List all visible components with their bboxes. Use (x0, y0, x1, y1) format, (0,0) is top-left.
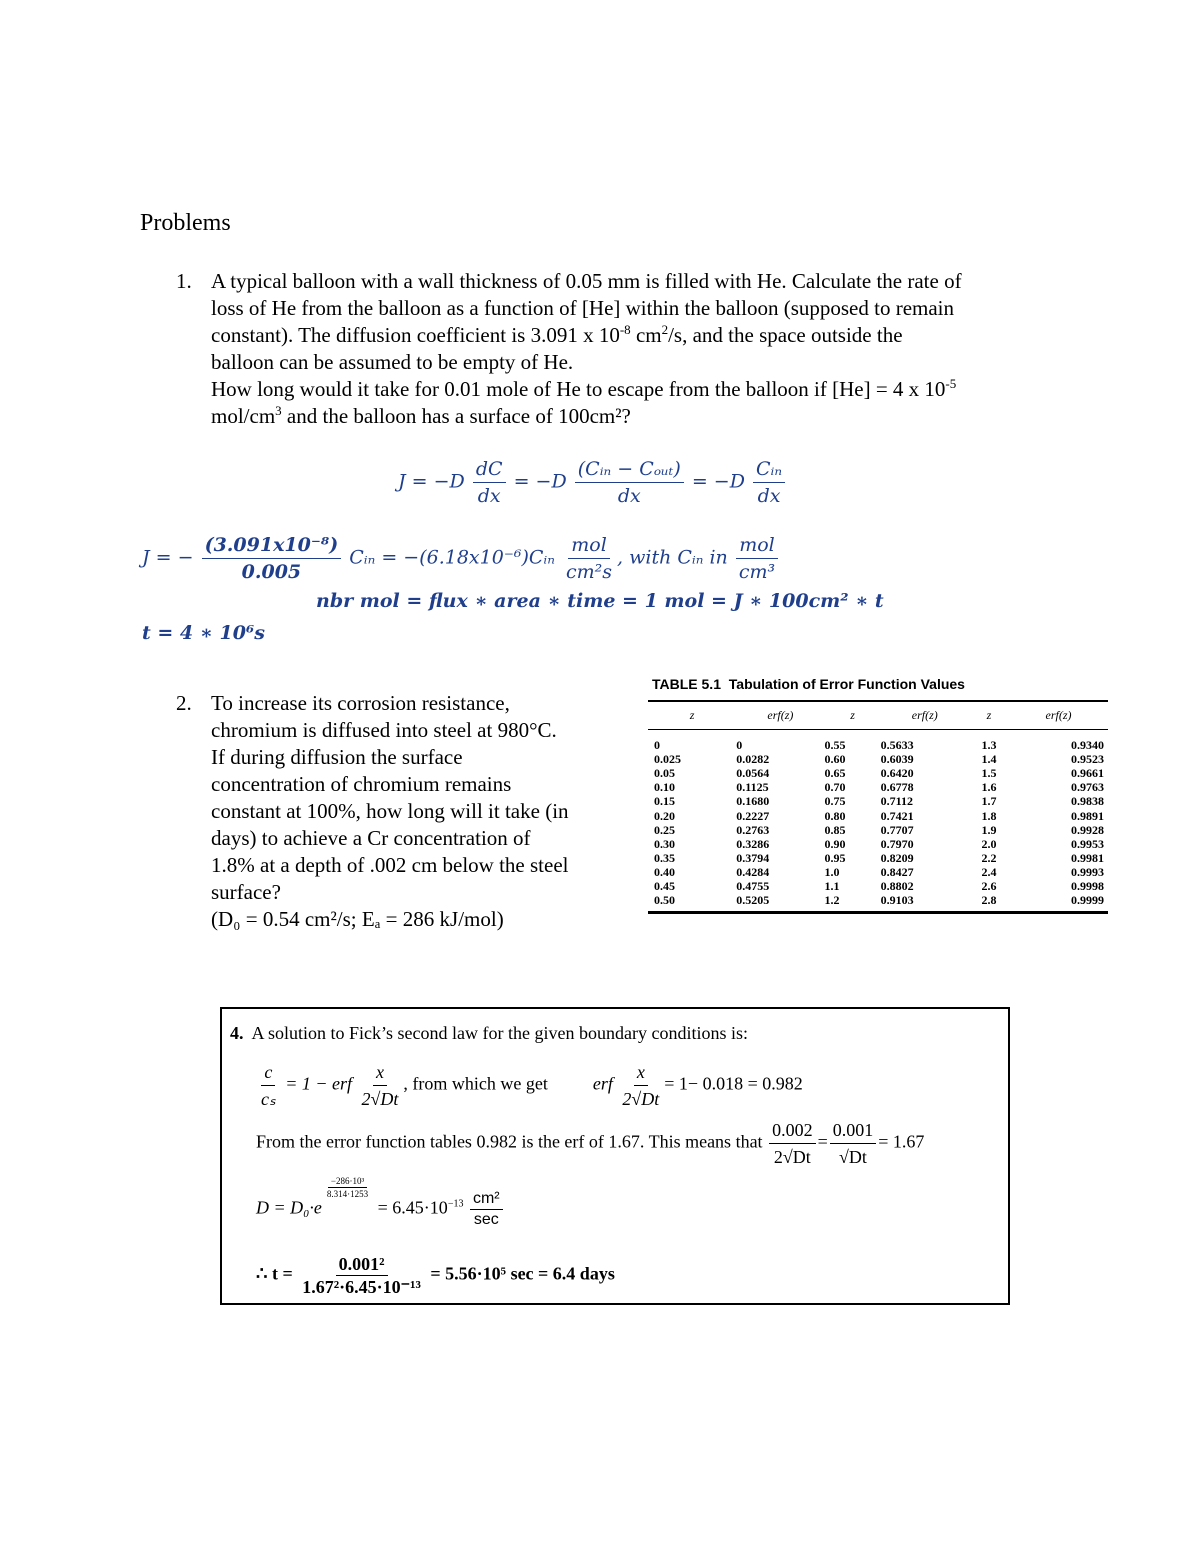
table-cell: 1.9 (981, 822, 997, 837)
problem-number: 1. (176, 269, 192, 293)
table-header: z (825, 701, 881, 730)
table-cell: 0.55 (824, 738, 846, 753)
table-cell: 1.0 (824, 864, 840, 879)
problem-2-line: surface? (211, 880, 281, 904)
table-row (648, 752, 1108, 766)
table-cell: 0.1125 (736, 780, 769, 795)
table-header: erf(z) (1009, 701, 1108, 730)
table-cell: 0.6420 (880, 766, 914, 781)
table-cell: 0.9763 (1071, 780, 1104, 795)
table-cell: 0.9993 (1071, 864, 1104, 879)
table-cell: 0.65 (824, 766, 846, 781)
table-cell: 0.9981 (1071, 850, 1104, 865)
problem-2-line: If during diffusion the surface (211, 745, 463, 769)
problem-2-line: days) to achieve a Cr concentration of (211, 826, 531, 850)
table-cell: 2.0 (981, 836, 997, 851)
solution-box (220, 1007, 1010, 1305)
table-header: z (969, 701, 1009, 730)
problem-1-line: How long would it take for 0.01 mole of He to escape from the balloon if [He] = 4 x $10^{-5}$ (211, 376, 957, 401)
table-cell: 0.6778 (880, 780, 914, 795)
table-cell: 0.3286 (736, 836, 770, 851)
problem-2-line: concentration of chromium remains (211, 772, 512, 796)
table-cell: 0.8427 (880, 864, 914, 879)
table-row (648, 865, 1108, 879)
solution-intro: 4. A solution to Fick’s second law for the given boundary conditions is: (230, 1023, 748, 1043)
table-cell: 1.2 (825, 893, 881, 913)
problem-2-line: To increase its corrosion resistance, (211, 691, 510, 715)
problem-1-text (211, 268, 1111, 430)
table-cell: 0.025 (654, 752, 681, 767)
problem-2-line: 1.8% at a depth of .002 cm below the steel (211, 853, 569, 877)
table-cell: 0.9523 (1071, 752, 1104, 767)
table-row (648, 780, 1108, 794)
problem-2-line: constant at 100%, how long will it take (in (211, 799, 569, 823)
table-row (648, 823, 1108, 837)
table-cell: 0.9953 (1071, 836, 1104, 851)
table-header: erf(z) (736, 701, 824, 730)
table-cell: 0.9838 (1071, 794, 1104, 809)
equation-time: t = 4 ∗ 10⁶s (142, 622, 265, 644)
table-cell: 0.8802 (880, 878, 914, 893)
table-cell: 0.7707 (880, 822, 914, 837)
table-cell: 0.70 (824, 780, 846, 795)
table-header: z (648, 701, 736, 730)
problem-2-line: chromium is diffused into steel at 980°C. (211, 718, 557, 742)
equation-diffusivity: D = D₀·e $\frac{\text{−286·10³}}{8.314\cdot 1253}$ = $6.45\cdot 10^{-13}$ $\frac{\text{cm²}}{\sec}$ (256, 1189, 505, 1230)
table-cell: 0.7970 (880, 836, 914, 851)
equation-fick-first-law: J = −D $\frac{dC}{dx}$ = −D $\frac{\text{(Cᵢₙ − Cₒᵤₜ)}}{dx}$ = −D $\frac{\text{Cᵢₙ}}{dx}$ (398, 456, 787, 509)
problem-number: 2. (176, 691, 192, 715)
table-row (648, 766, 1108, 780)
table-cell: 0.6039 (880, 752, 914, 767)
table-cell: 0.3794 (736, 850, 770, 865)
table-cell: 0.0564 (736, 766, 770, 781)
table-cell: 0.9661 (1071, 766, 1104, 781)
table-cell: 2.6 (981, 878, 997, 893)
table-cell: 0.45 (654, 878, 675, 893)
table-cell: 0.30 (654, 836, 675, 851)
page-title: Problems (140, 210, 231, 236)
table-cell: 1.1 (824, 878, 840, 893)
table-cell: 0.9340 (1071, 738, 1104, 753)
table-cell: 0.10 (654, 780, 675, 795)
table-cell: 1.3 (981, 738, 997, 753)
table-cell: 0.25 (654, 822, 675, 837)
table-cell: 0.15 (654, 794, 675, 809)
problem-1-line: mol/$cm^3$ and the balloon has a surface of 100cm²? (211, 403, 631, 428)
table-cell: 0.60 (824, 752, 846, 767)
table-header: erf(z) (881, 701, 969, 730)
table-cell: 1.6 (981, 780, 997, 795)
table-row (648, 879, 1108, 893)
table-cell: 2.8 (969, 893, 1009, 913)
table-cell: 2.2 (981, 850, 997, 865)
equation-erf-solution: $\frac{c}{\text{cₛ}}$ = 1 − erf $\frac{x}{2√Dt}$ , from which we get erf $\frac{x}{2√Dt}$ = 1− 0.018 = 0.982 (256, 1059, 803, 1112)
table-cell: 0.5633 (880, 738, 914, 753)
table-cell: 0.9999 (1009, 893, 1108, 913)
table-cell: 0.4755 (736, 878, 770, 893)
table-cell: 0.2763 (736, 822, 770, 837)
table-cell: 0.95 (824, 850, 846, 865)
table-cell: 0.9928 (1071, 822, 1104, 837)
table-cell: 0 (654, 738, 660, 753)
table-cell: 0.9103 (881, 893, 969, 913)
table-cell: 1.4 (981, 752, 997, 767)
table-cell: 0.50 (648, 893, 736, 913)
table-cell: 0.5205 (736, 893, 824, 913)
table-cell: 0.85 (824, 822, 846, 837)
table-cell: 0.40 (654, 864, 675, 879)
table-cell: 0.05 (654, 766, 675, 781)
table-cell: 0.8209 (880, 850, 914, 865)
table-cell: 0.80 (824, 808, 846, 823)
equation-result-time: ∴ t = $\frac{\text{0.001²}}{\text{1.67²·6.45·10⁻¹³}}$ = 5.56·10⁵ sec = 6.4 days (256, 1254, 615, 1297)
table-cell: 0.20 (654, 808, 675, 823)
table-cell: 0.9891 (1071, 808, 1104, 823)
problem-2-given: (D₀ = 0.54 cm²/s; Eₐ = 286 kJ/mol) (211, 907, 504, 931)
table-cell: 0.4284 (736, 864, 770, 879)
table-row (648, 893, 1108, 913)
problem-2-text (211, 690, 631, 933)
equation-flux-value: J = − $\frac{\text{(3.091x10⁻⁸)}}{0.005}$ Cᵢₙ = −(6.18x10⁻⁶)Cᵢₙ $\frac{\text{mol}}{\text{cm²s}}$ , with Cᵢₙ in $\frac{\text{mol}}{\text{cm³}}$ (142, 532, 780, 585)
table-cell: 0.90 (824, 836, 846, 851)
table-cell: 2.4 (981, 864, 997, 879)
table-cell: 0.2227 (736, 808, 770, 823)
problem-1-line: A typical balloon with a wall thickness of 0.05 mm is filled with He. Calculate the rate of (211, 269, 962, 293)
solution-erf-lookup: From the error function tables 0.982 is the erf of 1.67. This means that $\frac{0.002}{2√Dt}$ = $\frac{0.001}{√Dt}$ = 1.67 (256, 1117, 924, 1170)
table-cell: 0.9998 (1071, 878, 1104, 893)
table-row (648, 837, 1108, 851)
table-row (648, 851, 1108, 865)
problem-1-line: balloon can be assumed to be empty of He. (211, 350, 574, 374)
erf-table (648, 700, 1108, 914)
table-cell: 1.5 (981, 766, 997, 781)
problem-1-line: loss of He from the balloon as a function of [He] within the balloon (supposed to remain (211, 296, 954, 320)
table-title: TABLE 5.1 Tabulation of Error Function Values (652, 676, 965, 692)
table-cell: 0.35 (654, 850, 675, 865)
table-cell: 1.7 (981, 794, 997, 809)
table-cell: 0.7112 (880, 794, 913, 809)
table-cell: 0.75 (824, 794, 846, 809)
table-cell: 1.8 (981, 808, 997, 823)
table-cell: 0.7421 (880, 808, 914, 823)
table-cell: 0.0282 (736, 752, 770, 767)
equation-moles: nbr mol = flux ∗ area ∗ time = 1 mol = J ∗ 100cm² ∗ t (316, 590, 884, 612)
table-row (648, 808, 1108, 822)
table-row (648, 794, 1108, 808)
table-cell: 0 (736, 738, 743, 753)
table-cell: 0.1680 (736, 794, 770, 809)
table-row (648, 730, 1108, 753)
problem-1-line: constant). The diffusion coefficient is 3.091 x $10^{-8}$ $cm^2/s$, and the space outside the (211, 322, 903, 347)
